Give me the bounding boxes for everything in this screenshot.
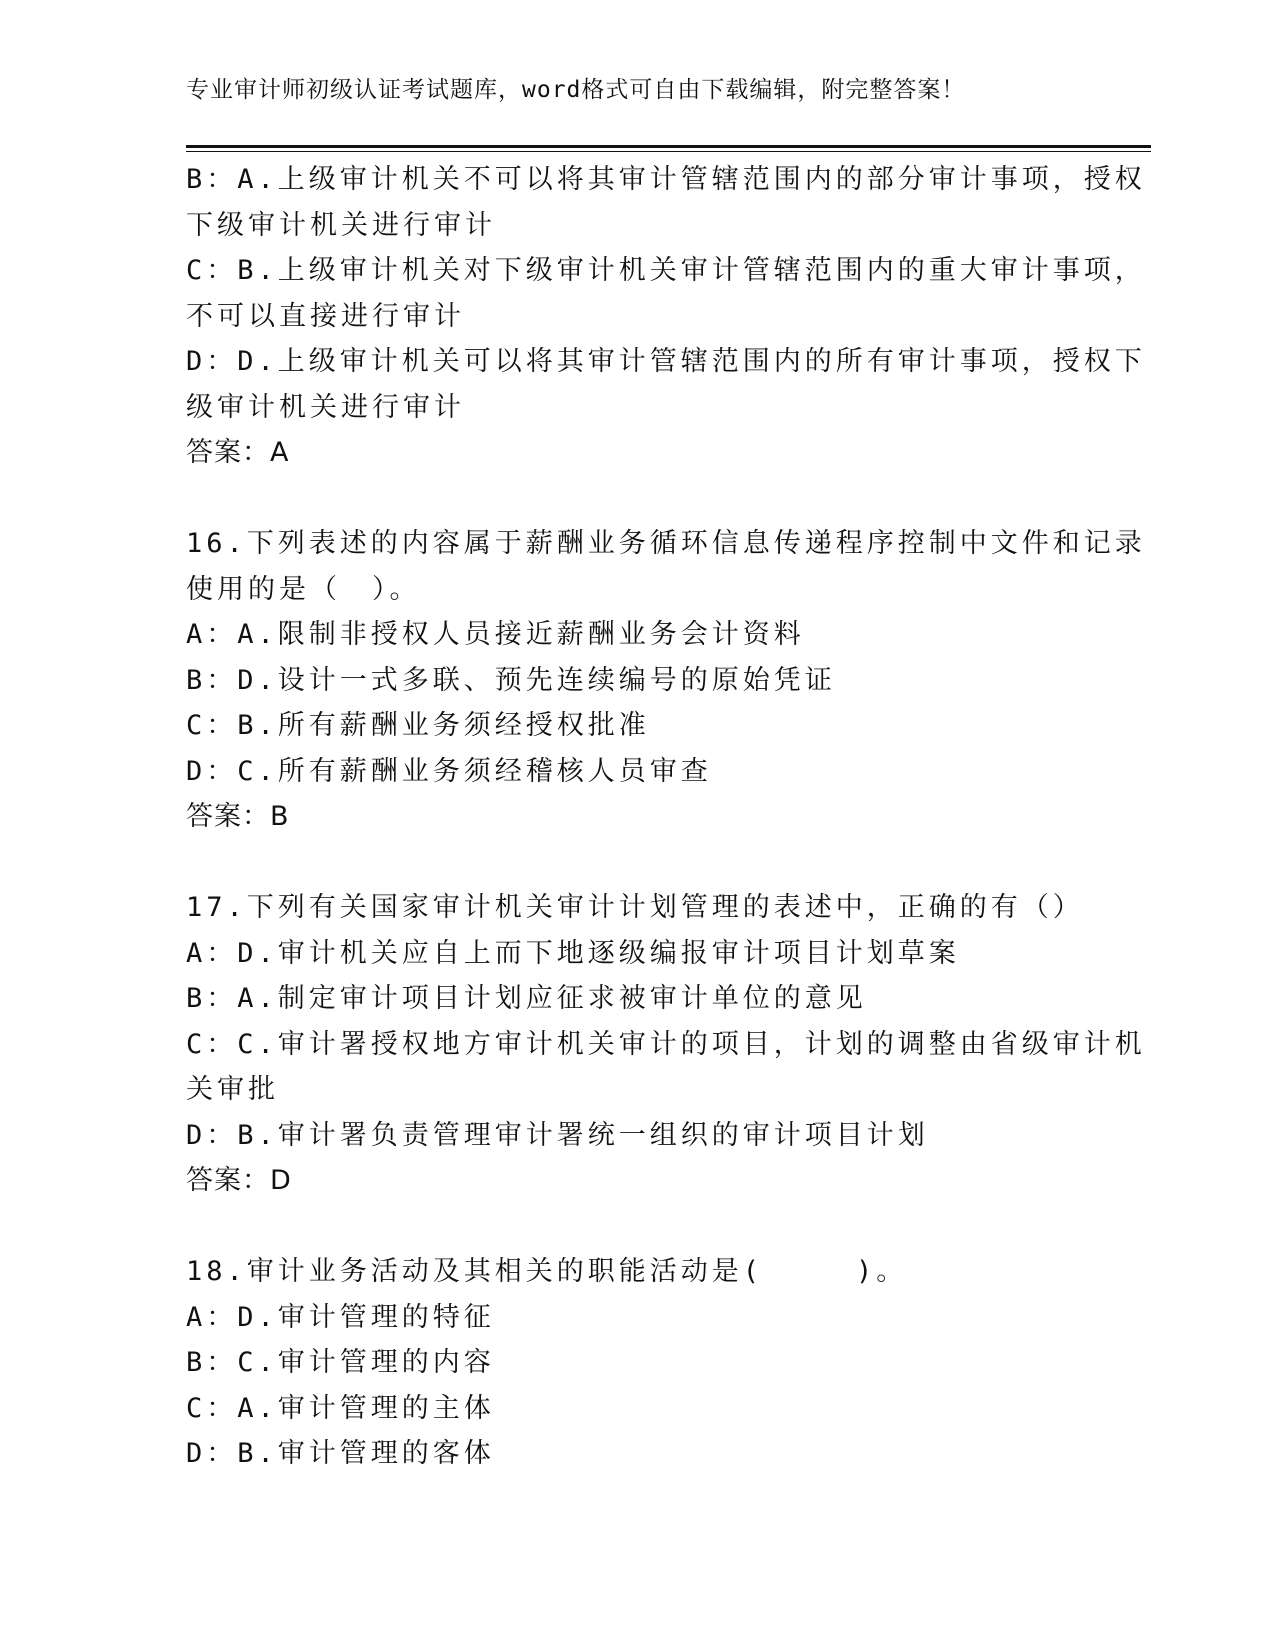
option-b: B：A.制定审计项目计划应征求被审计单位的意见 <box>186 983 867 1014</box>
option-a: A：D.审计机关应自上而下地逐级编报审计项目计划草案 <box>186 937 960 969</box>
question-content <box>186 157 1146 1477</box>
option-c-line-2: 关审批 <box>186 1074 279 1105</box>
option-b-line-1: B：A.上级审计机关不可以将其审计管辖范围内的部分审计事项，授权 <box>186 164 1146 195</box>
question-15-block <box>186 157 1146 476</box>
header-rule-thin <box>186 151 1151 152</box>
answer-label: 答案：B <box>186 801 290 832</box>
question-stem: 17.下列有关国家审计机关审计计划管理的表述中，正确的有（） <box>186 892 1084 923</box>
option-c-line-2: 不可以直接进行审计 <box>186 300 465 332</box>
question-17-block <box>186 885 1146 1204</box>
page-header: 专业审计师初级认证考试题库，word格式可自由下载编辑，附完整答案！ <box>186 77 966 103</box>
option-b-line-2: 下级审计机关进行审计 <box>186 209 496 241</box>
option-c: C：B.所有薪酬业务须经授权批准 <box>186 710 650 741</box>
answer-label: 答案：D <box>186 1165 292 1196</box>
option-c-line-1: C：C.审计署授权地方审计机关审计的项目，计划的调整由省级审计机 <box>186 1028 1146 1060</box>
question-16-block <box>186 521 1146 840</box>
option-a: A：D.审计管理的特征 <box>186 1301 495 1333</box>
option-d: D：B.审计署负责管理审计署统一组织的审计项目计划 <box>186 1119 929 1151</box>
question-stem: 18.审计业务活动及其相关的职能活动是( )。 <box>186 1256 908 1287</box>
question-stem-line-2: 使用的是（ ）。 <box>186 573 421 605</box>
spacer <box>186 1204 1086 1250</box>
spacer <box>186 840 1086 886</box>
option-d-line-1: D：D.上级审计机关可以将其审计管辖范围内的所有审计事项，授权下 <box>186 346 1146 377</box>
option-c: C：A.审计管理的主体 <box>186 1392 495 1424</box>
option-a: A：A.限制非授权人员接近薪酬业务会计资料 <box>186 619 805 650</box>
option-b: B：D.设计一式多联、预先连续编号的原始凭证 <box>186 664 836 696</box>
spacer <box>186 476 1086 522</box>
option-d: D：B.审计管理的客体 <box>186 1438 495 1469</box>
option-c-line-1: C：B.上级审计机关对下级审计机关审计管辖范围内的重大审计事项， <box>186 255 1146 286</box>
header-rule-thick <box>186 145 1151 148</box>
option-b: B：C.审计管理的内容 <box>186 1347 495 1378</box>
option-d-line-2: 级审计机关进行审计 <box>186 391 465 423</box>
question-stem-line-1: 16.下列表述的内容属于薪酬业务循环信息传递程序控制中文件和记录 <box>186 528 1146 559</box>
option-d: D：C.所有薪酬业务须经稽核人员审查 <box>186 755 712 787</box>
question-18-block <box>186 1249 1086 1477</box>
answer-label: 答案：A <box>186 437 290 468</box>
